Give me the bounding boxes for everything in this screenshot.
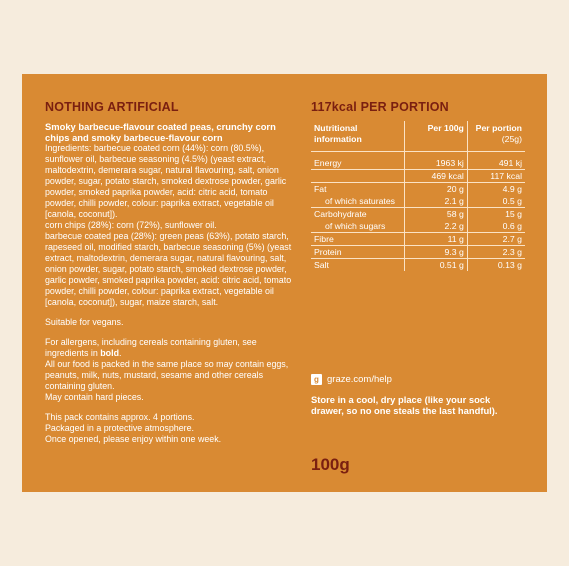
portions-note: This pack contains approx. 4 portions. — [45, 412, 195, 422]
atmosphere-note: Packaged in a protective atmosphere. — [45, 423, 194, 433]
nutrient-label: of which saturates — [325, 196, 396, 206]
vegan-note: Suitable for vegans. — [45, 317, 124, 327]
per-100g-value: 0.51 g — [405, 259, 468, 272]
per-portion-value: 0.6 g — [467, 220, 525, 233]
nutrient-label: Protein — [311, 246, 405, 259]
per-100g-value: 1963 kj — [405, 152, 468, 170]
ingredients-barbecue-pea: barbecue coated pea (28%): green peas (63%), potato starch, rapeseed oil, modified starch, barbecue seasoning (5%) (yeast extract, maltodextrin, demerara sugar, natural flavouring, salt, onion powder, sugar, potato starch, smoked dextrose powder, garlic powder, smoked paprika powder, acid: citric acid, tomato powder, chilli powder, colour: paprika extract, vegetable oil [canola, coconut]), sugar, maize starch, salt. — [45, 231, 292, 307]
table-row — [311, 259, 525, 272]
per-portion-value: 15 g — [467, 208, 525, 221]
nutrient-label: Fat — [311, 183, 405, 196]
per-100g-value: 9.3 g — [405, 246, 468, 259]
net-weight: 100g — [311, 455, 350, 474]
nutrition-table-header — [311, 121, 525, 152]
allergen-note — [45, 337, 297, 359]
header-portion-size: (25g) — [501, 134, 522, 144]
per-100g-value: 469 kcal — [405, 170, 468, 183]
nutrient-label — [311, 170, 405, 183]
per-100g-value: 2.2 g — [405, 220, 468, 233]
table-row — [311, 183, 525, 196]
ingredients-corn-chips: corn chips (28%): corn (72%), sunflower oil. — [45, 220, 217, 230]
website-line — [311, 374, 392, 385]
per-portion-value: 0.5 g — [467, 195, 525, 208]
kcal-per-portion-heading: 117kcal PER PORTION — [311, 100, 449, 114]
per-100g-value: 20 g — [405, 183, 468, 196]
per-portion-value: 4.9 g — [467, 183, 525, 196]
storage-instructions: Store in a cool, dry place (like your sock drawer, so no one steals the last handful). — [311, 394, 498, 416]
allergen-period: . — [119, 348, 122, 358]
table-row — [311, 246, 525, 259]
per-portion-value: 491 kj — [467, 152, 525, 170]
per-100g-value: 11 g — [405, 233, 468, 246]
nutrient-label: Carbohydrate — [311, 208, 405, 221]
per-portion-value: 2.3 g — [467, 246, 525, 259]
ingredients-barbecue-corn: Ingredients: barbecue coated corn (44%): corn (80.5%), sunflower oil, barbecue seasoning (4.5%) (yeast extract, maltodextrin, demerara sugar, natural flavouring, salt, onion powder, sugar, potato starch, smoked dextrose powder, garlic powder, smoked paprika powder, acid: citric acid, tomato powder, chilli powder, colour: paprika extract, vegetable oil [canola, coconut]). — [45, 143, 287, 219]
per-100g-value: 58 g — [405, 208, 468, 221]
nutrition-table — [311, 121, 525, 271]
nothing-artificial-heading: NOTHING ARTIFICIAL — [45, 100, 179, 114]
table-row — [311, 208, 525, 221]
table-row — [311, 152, 525, 170]
per-portion-value: 117 kcal — [467, 170, 525, 183]
nutrition-column — [311, 100, 525, 271]
allergen-bold: bold — [100, 348, 119, 358]
packing-note: All our food is packed in the same place so may contain eggs, peanuts, milk, nuts, mustard, sesame and other cereals containing gluten. — [45, 359, 289, 391]
allergen-text: For allergens, including cereals containing gluten, see ingredients in — [45, 337, 257, 358]
nutrition-table-body — [311, 152, 525, 272]
per-portion-value: 0.13 g — [467, 259, 525, 272]
table-row — [311, 170, 525, 183]
table-row — [311, 233, 525, 246]
nutrition-label-panel — [22, 74, 547, 492]
product-name: Smoky barbecue-flavour coated peas, crunchy corn chips and smoky barbecue-flavour corn — [45, 121, 276, 143]
nutrient-label: of which sugars — [325, 221, 386, 231]
header-per-100g: Per 100g — [405, 121, 468, 152]
per-portion-value: 2.7 g — [467, 233, 525, 246]
graze-logo-icon: g — [311, 374, 322, 385]
once-opened-note: Once opened, please enjoy within one week. — [45, 434, 222, 444]
ingredients-column — [45, 100, 297, 445]
nutrient-label: Salt — [311, 259, 405, 272]
nutrient-label: Energy — [314, 158, 342, 168]
header-per-portion — [467, 121, 525, 152]
header-per-portion-label: Per portion — [475, 123, 522, 133]
table-row — [311, 220, 525, 233]
website-link[interactable]: graze.com/help — [327, 374, 392, 385]
header-nutritional-information: Nutritional information — [311, 121, 405, 152]
hard-pieces-note: May contain hard pieces. — [45, 392, 144, 402]
per-100g-value: 2.1 g — [405, 195, 468, 208]
nutrient-label: Fibre — [311, 233, 405, 246]
table-row — [311, 195, 525, 208]
